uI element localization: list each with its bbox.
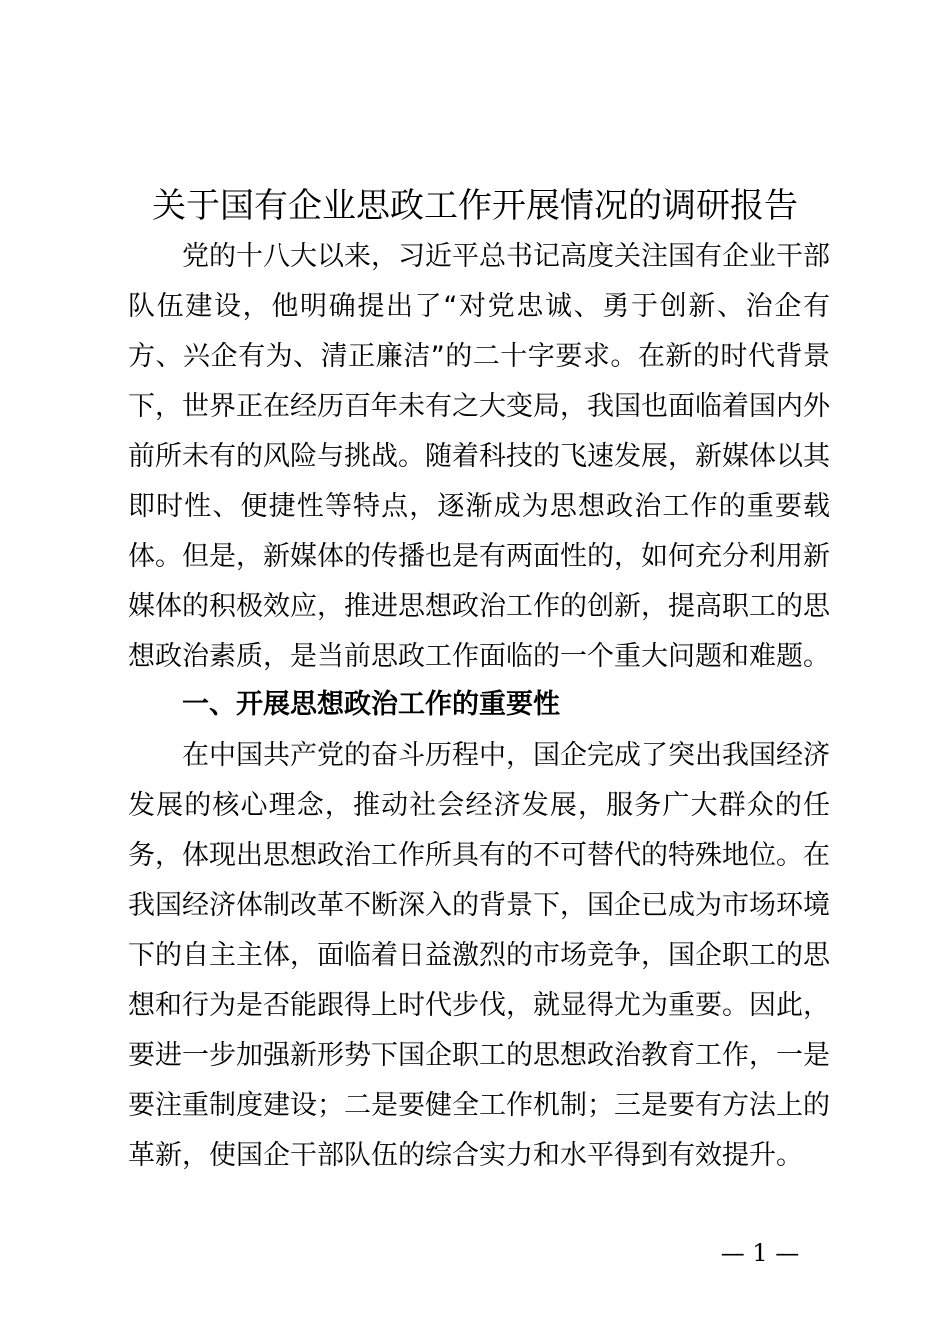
paragraph-section-one: 在中国共产党的奋斗历程中，国企完成了突出我国经济发展的核心理念，推动社会经济发展，服务广大群众的任务，体现出思想政治工作所具有的不可替代的特殊地位。在我国经济体制改革不断深入的背景下，国企已成为市场环境下的自主主体，面临着日益激烈的市场竞争，国企职工的思想和行为是否能跟得上时代步伐，就显得尤为重要。因此，要进一步加强新形势下国企职工的思想政治教育工作，一是要注重制度建设；二是要健全工作机制；三是要有方法上的革新，使国企干部队伍的综合实力和水平得到有效提升。 xyxy=(128,740,830,1171)
body-block-heading xyxy=(128,680,830,730)
page-number: — 1 — xyxy=(720,1239,800,1267)
body-block-section-one xyxy=(128,731,830,1181)
paragraph-intro: 党的十八大以来，习近平总书记高度关注国有企业干部队伍建设，他明确提出了“对党忠诚、勇于创新、治企有方、兴企有为、清正廉洁”的二十字要求。在新的时代背景下，世界正在经历百年未有之大变局，我国也面临着国内外前所未有的风险与挑战。随着科技的飞速发展，新媒体以其即时性、便捷性等特点，逐渐成为思想政治工作的重要载体。但是，新媒体的传播也是有两面性的，如何充分利用新媒体的积极效应，推进思想政治工作的创新，提高职工的思想政治素质，是当前思政工作面临的一个重大问题和难题。 xyxy=(128,241,830,672)
body-block-intro xyxy=(128,232,830,682)
document-title: 关于国有企业思政工作开展情况的调研报告 xyxy=(152,186,798,226)
section-heading: 一、开展思想政治工作的重要性 xyxy=(182,689,560,720)
